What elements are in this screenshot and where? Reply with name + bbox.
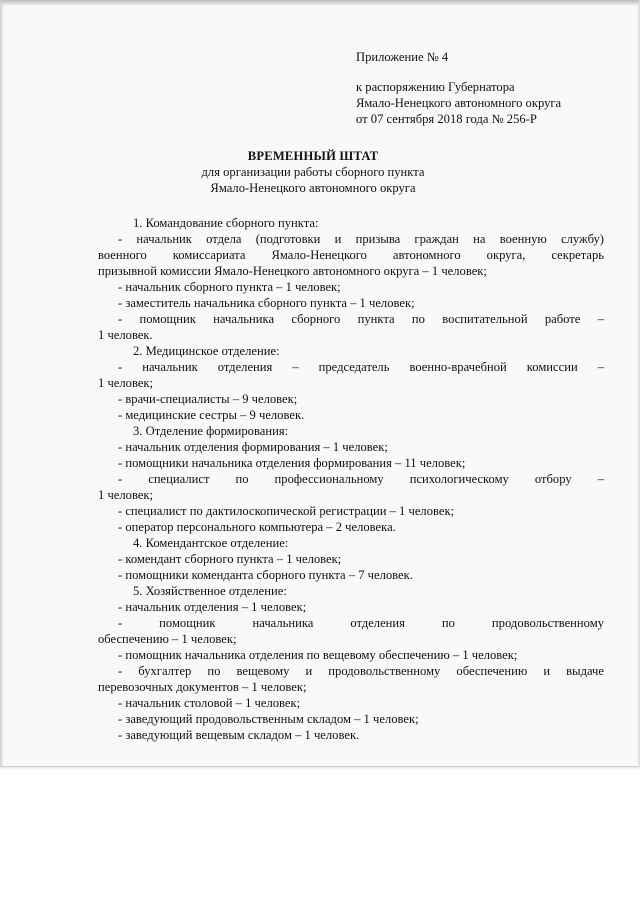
list-item: - начальник отделения формирования – 1 человек;: [118, 440, 388, 454]
list-item: - начальник сборного пункта – 1 человек;: [118, 280, 341, 294]
section-heading: 3. Отделение формирования:: [133, 424, 289, 438]
appendix-to-order: к распоряжению Губернатора: [356, 80, 515, 94]
list-item-continuation: перевозочных документов – 1 человек;: [98, 680, 307, 694]
list-item: - комендант сборного пункта – 1 человек;: [118, 552, 342, 566]
list-item: - заведующий вещевым складом – 1 человек.: [118, 728, 360, 742]
list-item: - заведующий продовольственным складом – 1 человек;: [118, 712, 419, 726]
list-item-continuation: 1 человек.: [98, 328, 153, 342]
document-subtitle: для организации работы сборного пункта: [201, 165, 425, 179]
appendix-date-number: от 07 сентября 2018 года № 256-Р: [356, 112, 537, 126]
document-subtitle: Ямало-Ненецкого автономного округа: [210, 181, 416, 195]
appendix-region: Ямало-Ненецкого автономного округа: [356, 96, 562, 110]
list-item: - помощник начальника отделения по продовольственному: [118, 616, 604, 630]
document-header: [100, 148, 526, 196]
list-item-continuation: обеспечению – 1 человек;: [98, 632, 237, 646]
section-heading: 5. Хозяйственное отделение:: [133, 584, 287, 598]
list-item: - помощники начальника отделения формирования – 11 человек;: [118, 456, 466, 470]
section-heading: 2. Медицинское отделение:: [133, 344, 280, 358]
list-item: - начальник отдела (подготовки и призыва граждан на военную службу): [118, 232, 604, 246]
list-item-continuation: 1 человек;: [98, 488, 154, 502]
list-item: - начальник столовой – 1 человек;: [118, 696, 301, 710]
list-item-continuation: военного комиссариата Ямало-Ненецкого автономного округа, секретарь: [98, 248, 604, 262]
scan-edge-shadow: [0, 0, 4, 766]
list-item: - специалист по профессиональному психологическому отбору –: [118, 472, 604, 486]
list-item: - помощник начальника отделения по вещевому обеспечению – 1 человек;: [118, 648, 518, 662]
appendix-number: Приложение № 4: [356, 50, 449, 64]
section-heading: 1. Командование сборного пункта:: [133, 216, 319, 230]
list-item-continuation: призывной комиссии Ямало-Ненецкого автономного округа – 1 человек;: [98, 264, 487, 278]
appendix-block: [356, 49, 626, 127]
list-item: - бухгалтер по вещевому и продовольственному обеспечению и выдаче: [118, 664, 604, 678]
list-item: - помощники коменданта сборного пункта – 7 человек.: [118, 568, 413, 582]
list-item: - заместитель начальника сборного пункта – 1 человек;: [118, 296, 415, 310]
list-item: - помощник начальника сборного пункта по воспитательной работе –: [118, 312, 604, 326]
spacer: [356, 65, 626, 79]
list-item: - специалист по дактилоскопической регистрации – 1 человек;: [118, 504, 455, 518]
list-item-continuation: 1 человек;: [98, 376, 154, 390]
list-item: - врачи-специалисты – 9 человек;: [118, 392, 298, 406]
list-item: - медицинские сестры – 9 человек.: [118, 408, 305, 422]
list-item: - начальник отделения – председатель военно-врачебной комиссии –: [118, 360, 604, 374]
document-body: [98, 215, 604, 743]
scan-edge-shadow: [0, 0, 640, 6]
document-title: ВРЕМЕННЫЙ ШТАТ: [247, 149, 379, 163]
list-item: - начальник отделения – 1 человек;: [118, 600, 307, 614]
section-heading: 4. Комендантское отделение:: [133, 536, 289, 550]
list-item: - оператор персонального компьютера – 2 человека.: [118, 520, 396, 534]
